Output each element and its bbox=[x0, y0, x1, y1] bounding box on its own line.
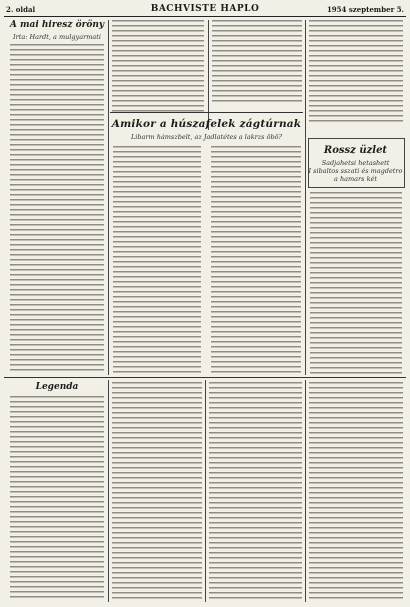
right-box-subtitle-3: a hamars két bbox=[334, 175, 377, 183]
bottom-column-3-body bbox=[209, 382, 302, 601]
column-rule bbox=[108, 20, 109, 375]
left-article-subtitle: Irta: Hardt, a mulgyarmati bbox=[13, 33, 101, 41]
right-box-body bbox=[310, 192, 402, 374]
newspaper-name: BACHVISTE HAPLO bbox=[150, 4, 260, 14]
masthead bbox=[4, 3, 406, 17]
page-number: 2. oldal bbox=[6, 5, 36, 14]
bottom-column-2-body bbox=[112, 382, 202, 601]
legenda-title: Legenda bbox=[35, 382, 79, 392]
left-article-title: A mai hiresz öröny bbox=[9, 20, 105, 30]
feature-body-col-1 bbox=[113, 146, 201, 374]
right-box-subtitle-2: I sibaltos sszati és magdetro bbox=[308, 167, 403, 175]
legenda-body bbox=[10, 396, 104, 601]
right-column-body bbox=[309, 20, 403, 125]
left-article-body bbox=[10, 44, 104, 374]
right-box-subtitle-1: Sadjahetsi hetashett bbox=[321, 159, 390, 167]
issue-date: 1954 szeptember 5. bbox=[326, 5, 404, 14]
column-rule bbox=[305, 380, 306, 602]
section-divider bbox=[4, 377, 406, 378]
feature-top-rule bbox=[110, 112, 303, 113]
column-rule bbox=[208, 20, 209, 130]
middle-column-body bbox=[112, 20, 204, 112]
right-box-title: Rossz üzlet bbox=[323, 145, 388, 156]
feature-subtitle: Libarm hámszbelt, az Jadlatétes a lakrzs öbö? bbox=[130, 133, 283, 141]
feature-title: Amikor a húszafelek zágtúrnak bbox=[111, 118, 302, 130]
feature-body-col-2 bbox=[211, 146, 301, 374]
column-rule bbox=[205, 380, 206, 602]
column-rule bbox=[305, 20, 306, 375]
bottom-column-4-body bbox=[309, 382, 403, 601]
column-rule bbox=[108, 380, 109, 602]
third-column-body bbox=[212, 20, 302, 105]
